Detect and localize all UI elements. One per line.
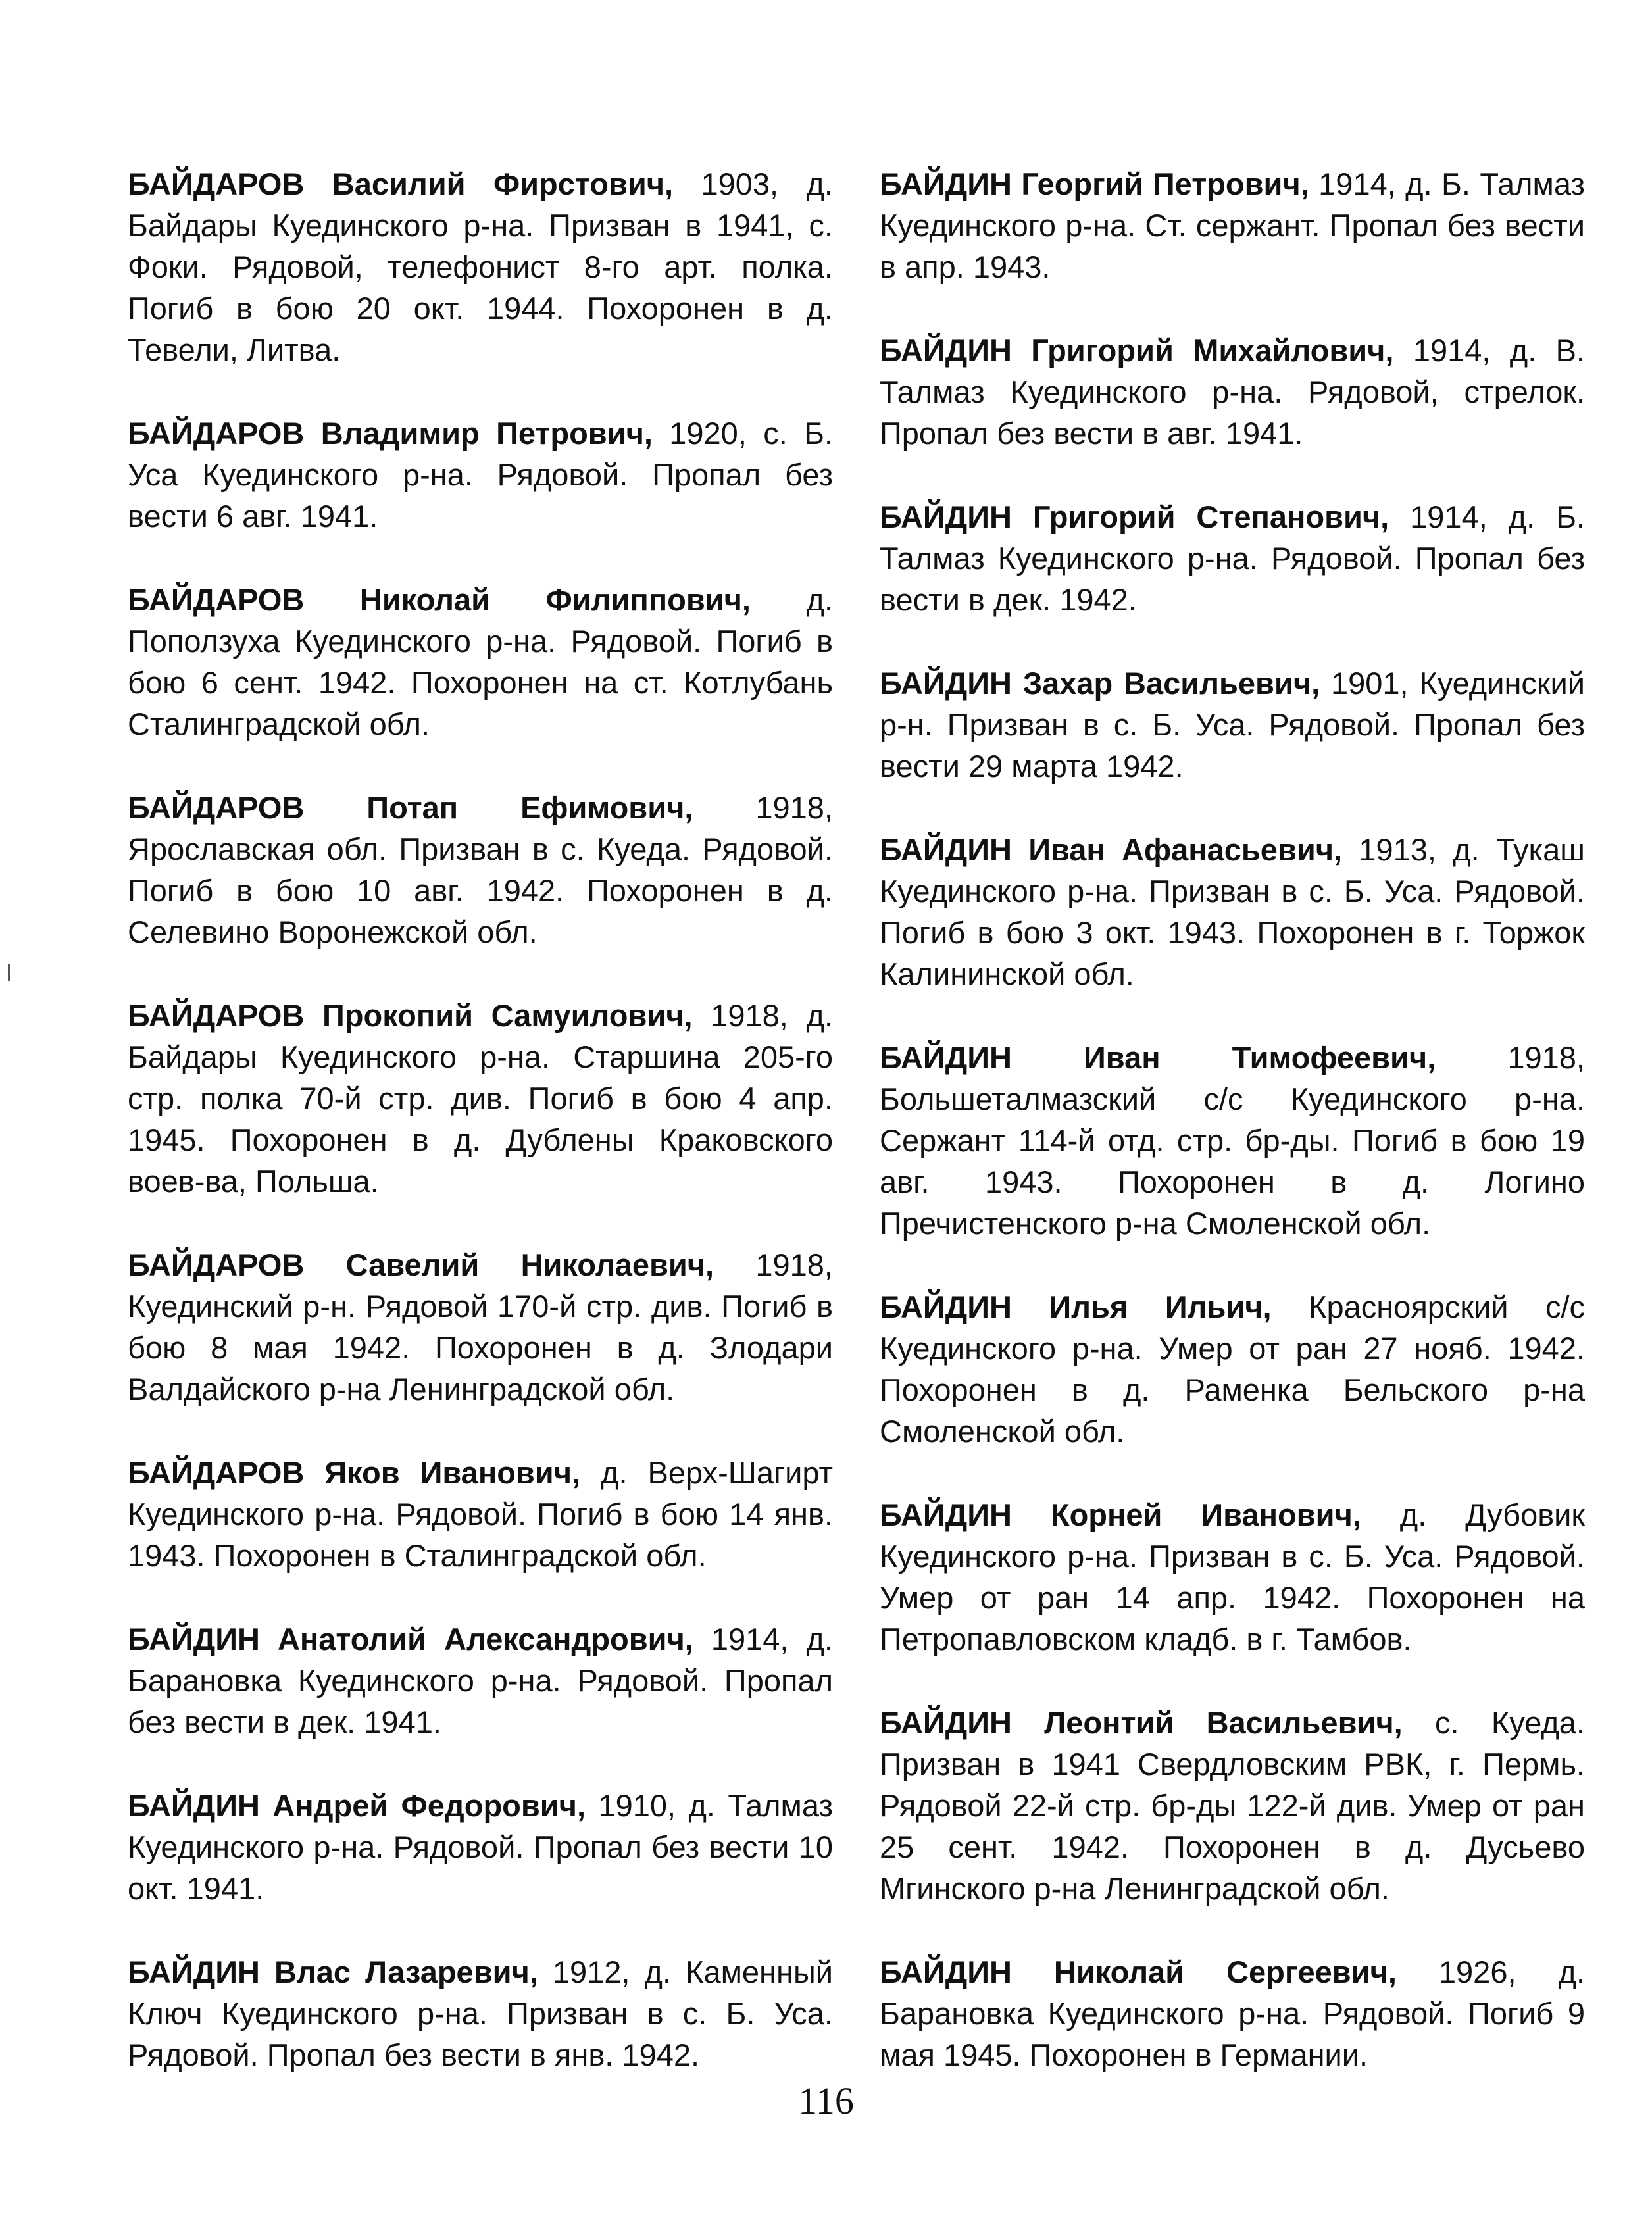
entry: [128, 163, 833, 370]
left-column: [128, 163, 833, 2118]
entry-text: д. Поползуха Куединского р-на. Рядовой. Погиб в бою 6 сент. 1942. Похоронен на ст. Котлубань Сталинградской обл.: [128, 582, 833, 741]
entry-name: БАЙДИН Андрей Федорович,: [128, 1788, 586, 1823]
entry-name: БАЙДАРОВ Владимир Петрович,: [128, 416, 653, 451]
entry-name: БАЙДАРОВ Василий Фирстович,: [128, 166, 674, 201]
entry-text: 1903, д. Байдары Куединского р-на. Призван в 1941, с. Фоки. Рядовой, телефонист 8-го арт. полка. Погиб в бою 20 окт. 1944. Похоронен в д. Тевели, Литва.: [128, 166, 833, 367]
entry: [128, 995, 833, 1202]
entry-text: д. Дубовик Куединского р-на. Призван в с. Б. Уса. Рядовой. Умер от ран 14 апр. 1942. Похоронен на Петропавловском кладб. в г. Тамбов.: [880, 1497, 1585, 1656]
entry-name: БАЙДИН Влас Лазаревич,: [128, 1954, 538, 1989]
entry-name: БАЙДИН Григорий Степанович,: [880, 499, 1389, 534]
entry-name: БАЙДАРОВ Потап Ефимович,: [128, 790, 693, 825]
entry: [128, 1618, 833, 1743]
entry: [128, 1244, 833, 1410]
entry: [128, 1452, 833, 1576]
entry-name: БАЙДИН Георгий Петрович,: [880, 166, 1309, 201]
entry: [880, 1286, 1585, 1452]
entry-name: БАЙДИН Анатолий Александрович,: [128, 1622, 693, 1656]
entry: [128, 1951, 833, 2076]
entry: [880, 496, 1585, 620]
margin-mark: [8, 964, 10, 981]
entry-name: БАЙДИН Григорий Михайлович,: [880, 333, 1394, 368]
entry-text: 1920, с. Б. Уса Куединского р-на. Рядовой. Пропал без вести 6 авг. 1941.: [128, 416, 834, 534]
entry: [880, 829, 1585, 995]
page-number: 116: [798, 2079, 854, 2122]
entry: [880, 662, 1585, 787]
entry-text: 1914, д. Б. Талмаз Куединского р-на. Рядовой. Пропал без вести в дек. 1942.: [880, 499, 1585, 617]
entry-text: 1918, Ярославская обл. Призван в с. Куеда. Рядовой. Погиб в бою 10 авг. 1942. Похоронен в д. Селевино Воронежской обл.: [128, 790, 833, 949]
entry-text: 1918, Большеталмазский с/с Куединского р-на. Сержант 114-й отд. стр. бр-ды. Погиб в бою 19 авг. 1943. Похоронен в д. Логино Пречистенского р-на Смоленской обл.: [880, 1040, 1585, 1241]
entry: [128, 579, 833, 745]
entry-name: БАЙДАРОВ Савелий Николаевич,: [128, 1247, 714, 1282]
entry-name: БАЙДАРОВ Яков Иванович,: [128, 1455, 581, 1490]
entry-name: БАЙДИН Николай Сергеевич,: [880, 1954, 1397, 1989]
entry-text: 1914, д. В. Талмаз Куединского р-на. Рядовой, стрелок. Пропал без вести в авг. 1941.: [880, 333, 1585, 451]
entry-text: Красноярский с/с Куединского р-на. Умер от ран 27 нояб. 1942. Похоронен в д. Раменка Бельского р-на Смоленской обл.: [880, 1289, 1585, 1449]
entry-name: БАЙДИН Корней Иванович,: [880, 1497, 1361, 1532]
entry: [128, 1785, 833, 1909]
right-column: [880, 163, 1585, 2118]
entry-text: д. Верх-Шагирт Куединского р-на. Рядовой. Погиб в бою 14 янв. 1943. Похоронен в Сталинградской обл.: [128, 1455, 833, 1573]
entry: [128, 412, 833, 537]
entry-text: 1918, Куединский р-н. Рядовой 170-й стр. див. Погиб в бою 8 мая 1942. Похоронен в д. Злодари Валдайского р-на Ленинградской обл.: [128, 1247, 833, 1406]
entry: [880, 163, 1585, 287]
entry-name: БАЙДИН Иван Афанасьевич,: [880, 832, 1343, 867]
entry-name: БАЙДИН Леонтий Васильевич,: [880, 1705, 1403, 1740]
entry-name: БАЙДИН Илья Ильич,: [880, 1289, 1272, 1324]
entry: [128, 787, 833, 953]
entry: [880, 330, 1585, 454]
entry-text: 1926, д. Барановка Куединского р-на. Рядовой. Погиб 9 мая 1945. Похоронен в Германии.: [880, 1954, 1586, 2072]
entry-text: с. Куеда. Призван в 1941 Свердловским РВК, г. Пермь. Рядовой 22-й стр. бр-ды 122-й див. Умер от ран 25 сент. 1942. Похоронен в д. Дусьево Мгинского р-на Ленинградской обл.: [880, 1705, 1585, 1906]
entry-text: 1912, д. Каменный Ключ Куединского р-на. Призван в с. Б. Уса. Рядовой. Пропал без вести в янв. 1942.: [128, 1954, 833, 2072]
entry: [880, 1037, 1585, 1244]
entry-name: БАЙДИН Иван Тимофеевич,: [880, 1040, 1436, 1075]
entry-text: 1910, д. Талмаз Куединского р-на. Рядовой. Пропал без вести 10 окт. 1941.: [128, 1788, 833, 1906]
entry-name: БАЙДАРОВ Николай Филиппович,: [128, 582, 751, 617]
entry: [880, 1951, 1585, 2076]
entry: [880, 1494, 1585, 1660]
entry-name: БАЙДИН Захар Васильевич,: [880, 666, 1320, 701]
entry-text: 1901, Куединский р-н. Призван в с. Б. Уса. Рядовой. Пропал без вести 29 марта 1942.: [880, 666, 1585, 784]
entry: [880, 1702, 1585, 1909]
entry-name: БАЙДАРОВ Прокопий Самуилович,: [128, 998, 693, 1033]
entry-text: 1914, д. Барановка Куединского р-на. Рядовой. Пропал без вести в дек. 1941.: [128, 1622, 833, 1739]
entry-text: 1918, д. Байдары Куединского р-на. Старшина 205-го стр. полка 70-й стр. див. Погиб в бою 4 апр. 1945. Похоронен в д. Дублены Краковского воев-ва, Польша.: [128, 998, 834, 1199]
entry-text: 1913, д. Тукаш Куединского р-на. Призван в с. Б. Уса. Рядовой. Погиб в бою 3 окт. 1943. Похоронен в г. Торжок Калининской обл.: [880, 832, 1585, 991]
entry-text: 1914, д. Б. Талмаз Куединского р-на. Ст. сержант. Пропал без вести в апр. 1943.: [880, 166, 1585, 284]
